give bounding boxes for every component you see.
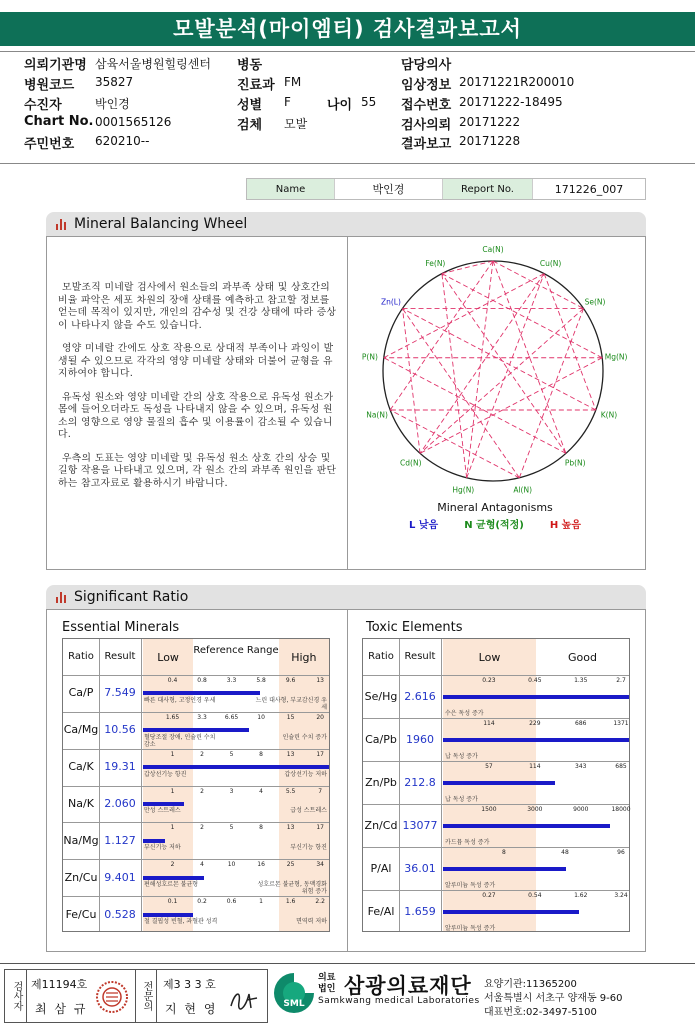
tick-label: 0.2 bbox=[197, 898, 207, 906]
ratio-label: Zn/Cu bbox=[64, 870, 98, 884]
request-label: 검사의뢰 bbox=[401, 118, 452, 133]
tick-label: 3000 bbox=[527, 806, 543, 813]
row-divider bbox=[363, 761, 629, 762]
antagonism-line bbox=[493, 258, 584, 309]
ratio-result: 0.528 bbox=[104, 907, 136, 921]
ward-label: 병동 bbox=[237, 58, 263, 73]
tick-label: 8 bbox=[259, 750, 263, 758]
tick-label: 5.5 bbox=[285, 787, 296, 795]
ratio-result: 212.8 bbox=[404, 775, 436, 789]
antagonism-line bbox=[493, 258, 566, 453]
specialist-name: 지 현 영 bbox=[165, 1002, 218, 1016]
wheel-node-label: Al(N) bbox=[513, 485, 533, 495]
antagonism-line bbox=[442, 261, 493, 274]
high-note: 성호르몬 불균형, 동맥경화 위험 증가 bbox=[257, 881, 327, 896]
specimen-label: 검체 bbox=[237, 118, 263, 133]
tick-label: 0.4 bbox=[167, 677, 178, 684]
tick-label: 2 bbox=[200, 750, 204, 758]
row-divider bbox=[63, 786, 329, 787]
antagonism-line bbox=[384, 358, 566, 454]
chart-value: 0001565126 bbox=[95, 115, 172, 129]
antagonism-line bbox=[467, 274, 544, 478]
tick-label: 13 bbox=[286, 750, 295, 758]
tick-label: 16 bbox=[257, 861, 265, 869]
tick-label: 114 bbox=[529, 763, 541, 770]
signature-box bbox=[4, 969, 268, 1023]
tick-label: 686 bbox=[575, 720, 587, 727]
antagonism-line bbox=[442, 274, 602, 358]
inspector-name: 최 삼 규 bbox=[35, 1002, 88, 1016]
report-no-label: Report No. bbox=[443, 179, 533, 199]
ratio-label: Ca/P bbox=[68, 686, 94, 700]
result-bar bbox=[443, 781, 555, 785]
essential-table bbox=[62, 638, 330, 932]
result-bar bbox=[143, 765, 329, 769]
header-divider bbox=[363, 675, 629, 676]
tick-label: 343 bbox=[575, 763, 587, 770]
address: 서울특별시 서초구 양재동 9-60 bbox=[484, 993, 623, 1004]
chart-label: Chart No. bbox=[24, 114, 94, 129]
result-bar bbox=[443, 695, 629, 699]
low-note: 철 결핍성 빈혈, 과혈관 성격 bbox=[144, 918, 218, 925]
doctor-label: 담당의사 bbox=[401, 58, 452, 73]
tick-label: 10 bbox=[257, 713, 265, 721]
sex-value: F bbox=[284, 95, 291, 109]
tick-label: 1 bbox=[170, 787, 175, 795]
tick-label: 6.65 bbox=[224, 713, 239, 721]
col-ref-header: Reference Range bbox=[193, 645, 279, 656]
ratio-section-header bbox=[46, 585, 646, 609]
result-bar bbox=[443, 824, 610, 828]
id-label: 주민번호 bbox=[24, 137, 75, 152]
tick-label: 57 bbox=[485, 763, 493, 770]
low-note: 알루미늄 독성 증가 bbox=[445, 925, 496, 932]
wheel-node-label: Ca(N) bbox=[482, 245, 504, 254]
patient-label: 수진자 bbox=[24, 98, 62, 113]
row-divider bbox=[63, 896, 329, 897]
name-value: 박인경 bbox=[335, 179, 443, 199]
ratio-result: 36.01 bbox=[404, 861, 436, 875]
tick-label: 17 bbox=[316, 824, 324, 832]
ratio-label: P/Al bbox=[370, 861, 392, 875]
wheel-node-label: Mg(N) bbox=[604, 352, 628, 362]
low-note: 혈당조절 장애, 인슐린 수치 감소 bbox=[144, 733, 216, 748]
clinical-info-value: 20171221R200010 bbox=[459, 75, 575, 89]
receipt-label: 접수번호 bbox=[401, 98, 452, 113]
tick-label: 20 bbox=[316, 713, 324, 721]
wheel-node-label: Zn(L) bbox=[380, 297, 401, 307]
tick-label: 10 bbox=[227, 861, 236, 869]
tick-label: 0.23 bbox=[482, 677, 496, 684]
row-divider bbox=[363, 718, 629, 719]
tick-label: 9.6 bbox=[285, 677, 296, 684]
essential-title: Essential Minerals bbox=[62, 620, 180, 635]
low-note: 납 독성 증가 bbox=[445, 796, 478, 803]
tick-label: 114 bbox=[483, 720, 495, 727]
report-title: 모발분석(마이엠티) 검사결과보고서 bbox=[0, 12, 695, 46]
wheel-node-label: Fe(N) bbox=[425, 258, 446, 268]
result-bar bbox=[143, 691, 260, 695]
tick-label: 0.8 bbox=[197, 677, 207, 684]
row-divider bbox=[63, 749, 329, 750]
tick-label: 2 bbox=[170, 861, 175, 869]
antagonism-line bbox=[402, 309, 595, 410]
tick-label: 229 bbox=[529, 720, 541, 727]
low-note: 납 독성 증가 bbox=[445, 753, 478, 760]
logo-text: SML bbox=[283, 999, 305, 1009]
high-note: 인슐린 수치 증가 bbox=[282, 733, 327, 741]
tick-label: 9000 bbox=[573, 806, 589, 813]
tick-label: 0.1 bbox=[167, 898, 178, 906]
agency-number: 요양기관:11365200 bbox=[484, 979, 577, 990]
result-bar bbox=[143, 913, 193, 917]
tick-label: 18000 bbox=[611, 806, 631, 813]
patient-value: 박인경 bbox=[95, 97, 130, 111]
antagonism-title: Mineral Antagonisms bbox=[437, 501, 553, 514]
tick-label: 2 bbox=[200, 787, 204, 795]
sml-logo bbox=[272, 971, 316, 1015]
wheel-description bbox=[58, 282, 340, 501]
col-high-header: High bbox=[291, 651, 317, 664]
ratio-label: Se/Hg bbox=[364, 689, 398, 703]
col-divider bbox=[441, 639, 442, 931]
high-note: 급성 스트레스 bbox=[290, 807, 327, 815]
dept-value: FM bbox=[284, 75, 302, 89]
col-low-header: Low bbox=[478, 651, 501, 664]
inspector-seal bbox=[95, 980, 129, 1014]
tick-label: 685 bbox=[615, 763, 627, 770]
tick-label: 2.7 bbox=[616, 677, 626, 684]
id-value: 620210-- bbox=[95, 134, 150, 148]
tick-label: 0.45 bbox=[528, 677, 542, 684]
ratio-label: Zn/Pb bbox=[365, 775, 397, 789]
name-table bbox=[246, 178, 646, 200]
request-value: 20171222 bbox=[459, 115, 521, 129]
ratio-label: Ca/Pb bbox=[365, 732, 397, 746]
col-result-header: Result bbox=[404, 651, 436, 662]
toxic-table bbox=[362, 638, 630, 932]
result-bar bbox=[443, 867, 566, 871]
tick-label: 48 bbox=[561, 849, 569, 856]
tick-label: 7 bbox=[318, 787, 323, 795]
inspector-role: 검사자 bbox=[5, 970, 27, 1022]
tick-label: 1 bbox=[170, 824, 175, 832]
row-divider bbox=[363, 804, 629, 805]
tick-label: 8 bbox=[259, 824, 263, 832]
ratio-result: 1.127 bbox=[104, 833, 136, 847]
row-divider bbox=[363, 847, 629, 848]
wheel-node-label: Na(N) bbox=[366, 410, 388, 420]
row-divider bbox=[63, 822, 329, 823]
result-bar bbox=[443, 910, 579, 914]
foundation-en: Samkwang medical Laboratories bbox=[318, 996, 480, 1006]
antagonism-line bbox=[390, 410, 519, 478]
toxic-title: Toxic Elements bbox=[366, 620, 463, 635]
tick-label: 3.24 bbox=[614, 892, 628, 899]
tick-label: 1.65 bbox=[165, 713, 180, 721]
tick-label: 5 bbox=[229, 750, 234, 758]
ratio-result: 19.31 bbox=[104, 760, 136, 774]
tick-label: 34 bbox=[316, 861, 324, 869]
tick-label: 8 bbox=[502, 849, 506, 856]
low-note: 편해성호르몬 불균형 bbox=[144, 881, 199, 889]
low-note: 수은 독성 증가 bbox=[445, 710, 484, 717]
antagonism-line bbox=[544, 274, 596, 410]
low-note: 부신기능 저하 bbox=[144, 844, 181, 852]
antagonism-line bbox=[519, 309, 583, 478]
wheel-section-header bbox=[46, 212, 646, 236]
high-note: 부신기능 항진 bbox=[290, 844, 327, 852]
ratio-label: Ca/K bbox=[68, 760, 94, 774]
description-paragraph: 유독성 원소와 영양 미네랄 간의 상호 작용으로 유독성 원소가 몸에 들어오더라도 독성을 나타내지 않을 수 있으며, 유독성 원소의 영향으로 영양 물질의 흡수 및 이용률이 감소될 수 있습니다. bbox=[58, 391, 334, 440]
ratio-label: Na/Mg bbox=[63, 833, 99, 847]
result-bar bbox=[143, 802, 184, 806]
tick-label: 3.3 bbox=[226, 677, 237, 684]
sex-label: 성별 bbox=[237, 98, 263, 113]
col-result-header: Result bbox=[104, 651, 136, 662]
description-paragraph: 모발조직 미네랄 검사에서 원소들의 과부족 상태 및 상호간의 비율 파악은 세포 차원의 장애 상태를 예측하고 참고할 정보를 얻는데 목적이 있지만, 개인의 감수성 및 건강 상태에 따라 증상이 나타나지 않을 수도 있습니다. bbox=[58, 282, 337, 331]
wheel-section-title: Mineral Balancing Wheel bbox=[74, 216, 248, 232]
wheel-node-label: Hg(N) bbox=[452, 485, 475, 495]
tick-label: 1.35 bbox=[574, 677, 588, 684]
low-note: 만성 스트레스 bbox=[144, 807, 181, 815]
institution-label: 의뢰기관명 bbox=[24, 58, 87, 73]
low-note: 갑상선기능 항진 bbox=[144, 770, 187, 778]
antagonism-line bbox=[420, 274, 544, 454]
institution-value: 삼육서울병원힐링센터 bbox=[95, 57, 211, 71]
low-note: 빠른 대사형, 고정인경 우세 bbox=[144, 696, 216, 704]
tick-label: 15 bbox=[286, 713, 295, 721]
foundation-name: 삼광의료재단 bbox=[344, 974, 472, 998]
high-note: 느린 대사형, 부교감신경 우세 bbox=[255, 696, 327, 711]
ratio-result: 1960 bbox=[406, 732, 434, 746]
ratio-result: 7.549 bbox=[104, 686, 136, 700]
description-paragraph: 영양 미네랄 간에도 상호 작용으로 상대적 부족이나 과잉이 발생될 수 있으므로 각각의 영양 미네랄 상태와 더불어 균형을 유지하여야 합니다. bbox=[58, 343, 334, 379]
wheel-legend bbox=[350, 516, 640, 531]
tick-label: 1 bbox=[170, 750, 175, 758]
receipt-value: 20171222-18495 bbox=[459, 95, 563, 109]
row-divider bbox=[363, 890, 629, 891]
low-note: 카드뮴 독성 증가 bbox=[445, 839, 490, 846]
low-note: 알루미늄 독성 증가 bbox=[445, 882, 496, 889]
wheel-circle bbox=[380, 258, 603, 481]
chart-icon bbox=[56, 592, 68, 603]
tick-label: 0.54 bbox=[528, 892, 542, 899]
hospital-code-label: 병원코드 bbox=[24, 78, 75, 93]
tick-label: 4 bbox=[259, 787, 263, 795]
report-label: 결과보고 bbox=[401, 137, 452, 152]
specialist-license: 제3 3 3 호 bbox=[163, 978, 216, 991]
result-bar bbox=[143, 839, 165, 843]
age-label: 나이 bbox=[327, 98, 353, 113]
legend-low: L 낮음 bbox=[409, 520, 439, 531]
result-bar bbox=[143, 876, 204, 880]
ratio-label: Na/K bbox=[68, 797, 94, 810]
tick-label: 3 bbox=[229, 787, 234, 795]
ratio-section-title: Significant Ratio bbox=[74, 589, 189, 605]
tick-label: 5 bbox=[229, 824, 234, 832]
chart-icon bbox=[56, 219, 68, 230]
tick-label: 0.6 bbox=[226, 898, 237, 906]
tick-label: 4 bbox=[200, 861, 204, 869]
report-value: 20171228 bbox=[459, 134, 521, 148]
high-note: 갑상선기능 저하 bbox=[284, 770, 327, 778]
hospital-code-value: 35827 bbox=[95, 75, 134, 89]
wheel-node-label: K(N) bbox=[600, 410, 618, 420]
ratio-result: 10.56 bbox=[104, 723, 136, 737]
inspector-license: 제11194호 bbox=[31, 978, 88, 991]
report-footer bbox=[0, 963, 695, 1035]
tick-label: 13 bbox=[316, 677, 324, 684]
legend-high: H 높음 bbox=[549, 520, 581, 531]
ratio-result: 1.659 bbox=[404, 904, 436, 918]
col-good-header: Good bbox=[568, 651, 597, 664]
col-ratio-header: Ratio bbox=[68, 651, 94, 662]
legend-normal: N 균형(적정) bbox=[464, 520, 524, 531]
tick-label: 96 bbox=[617, 849, 625, 856]
age-value: 55 bbox=[361, 95, 377, 109]
wheel-node-label: Cd(N) bbox=[400, 458, 422, 468]
col-low-header: Low bbox=[157, 651, 179, 664]
tick-label: 1500 bbox=[481, 806, 497, 813]
tick-label: 2.2 bbox=[315, 898, 325, 906]
dept-label: 진료과 bbox=[237, 78, 275, 93]
tick-label: 1.6 bbox=[285, 898, 296, 906]
result-bar bbox=[143, 728, 249, 732]
ratio-label: Fe/Al bbox=[367, 904, 395, 918]
tick-label: 1 bbox=[259, 898, 263, 906]
header-divider bbox=[63, 675, 329, 676]
name-label: Name bbox=[247, 179, 335, 199]
tick-label: 5.8 bbox=[256, 677, 266, 684]
wheel-node-label: Se(N) bbox=[584, 297, 606, 307]
corp-label: 의료법인 bbox=[318, 973, 336, 994]
specialist-signature bbox=[227, 984, 261, 1014]
high-note: 면역력 저하 bbox=[296, 918, 327, 925]
wheel-node-label: Cu(N) bbox=[539, 258, 562, 268]
ratio-result: 2.616 bbox=[404, 689, 436, 703]
ratio-label: Ca/Mg bbox=[63, 723, 99, 737]
col-ratio-header: Ratio bbox=[368, 651, 394, 662]
tick-label: 2 bbox=[200, 824, 204, 832]
report-no-value: 171226_007 bbox=[554, 182, 624, 196]
ratio-result: 2.060 bbox=[104, 797, 136, 810]
row-divider bbox=[63, 859, 329, 860]
tick-label: 17 bbox=[316, 750, 324, 758]
specimen-value: 모발 bbox=[284, 117, 308, 131]
tick-label: 1371 bbox=[613, 720, 629, 727]
row-divider bbox=[63, 712, 329, 713]
wheel-node-label: P(N) bbox=[361, 352, 378, 362]
phone: 대표번호:02-3497-5100 bbox=[484, 1007, 597, 1018]
clinical-info-label: 임상정보 bbox=[401, 78, 452, 93]
tick-label: 3.3 bbox=[197, 713, 207, 721]
specialist-role: 전문의 bbox=[135, 970, 157, 1022]
tick-label: 1.62 bbox=[574, 892, 588, 899]
description-paragraph: 우측의 도표는 영양 미네랄 및 유독성 원소 상호 간의 상승 및 길항 작용을 나타내고 있으며, 각 원소 간의 과부족 원인을 판단하는 참고자료로 활용하시기 바랍니다. bbox=[58, 452, 337, 489]
tick-label: 25 bbox=[286, 861, 295, 869]
ratio-result: 13077 bbox=[402, 818, 438, 832]
wheel-node-label: Pb(N) bbox=[564, 458, 586, 468]
result-bar bbox=[443, 738, 629, 742]
tick-label: 0.27 bbox=[482, 892, 496, 899]
ratio-label: Zn/Cd bbox=[364, 818, 398, 832]
mineral-wheel bbox=[347, 237, 645, 537]
tick-label: 13 bbox=[286, 824, 295, 832]
ratio-label: Fe/Cu bbox=[65, 907, 97, 921]
ratio-result: 9.401 bbox=[104, 870, 136, 884]
